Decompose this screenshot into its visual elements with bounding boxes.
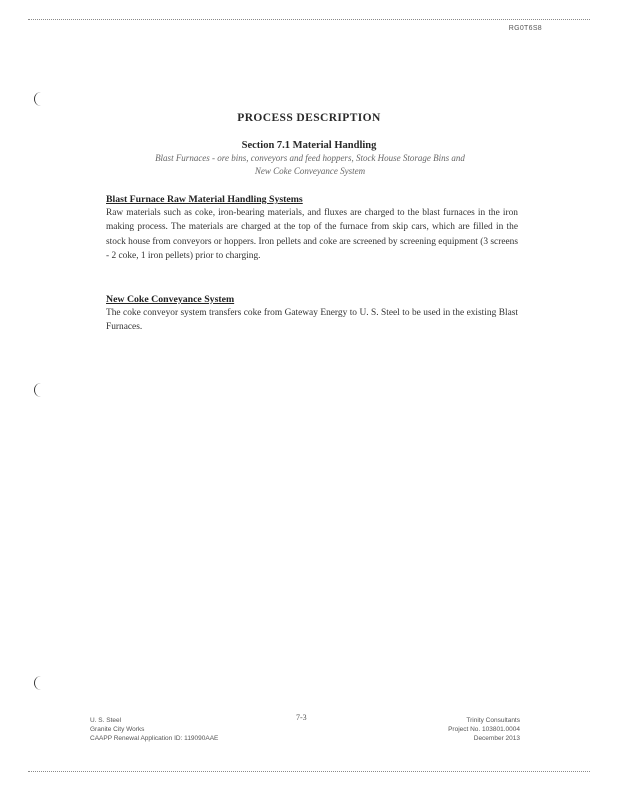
coke-conveyance-paragraph: The coke conveyor system transfers coke from Gateway Energy to U. S. Steel to be used in the existing Blast Furnaces. bbox=[106, 308, 518, 333]
section-subtitle bbox=[140, 152, 480, 178]
punch-hole-mark-top bbox=[34, 92, 44, 106]
footer-date: December 2013 bbox=[473, 735, 520, 742]
footer-consultant: Trinity Consultants bbox=[466, 717, 520, 724]
footer-left bbox=[90, 716, 218, 743]
page-number: 7-3 bbox=[296, 713, 307, 722]
punch-hole-mark-bottom bbox=[34, 676, 44, 690]
coke-conveyance-heading: New Coke Conveyance System bbox=[106, 294, 235, 305]
punch-hole-mark-middle bbox=[34, 383, 44, 397]
subtitle-line-1: Blast Furnaces - ore bins, conveyors and feed hoppers, Stock House Storage Bins and bbox=[155, 153, 465, 163]
footer-project-number: Project No. 103801.0004 bbox=[448, 726, 520, 733]
raw-material-handling-heading: Blast Furnace Raw Material Handling Systems bbox=[106, 194, 303, 205]
footer-application-id: CAAPP Renewal Application ID: 119090AAE bbox=[90, 735, 219, 742]
subtitle-line-2: New Coke Conveyance System bbox=[254, 166, 366, 176]
bottom-scan-border bbox=[28, 771, 590, 772]
footer-right bbox=[448, 716, 520, 743]
footer-facility: Granite City Works bbox=[90, 726, 145, 733]
top-scan-border bbox=[28, 19, 590, 20]
document-id: RG0T6S8 bbox=[508, 25, 542, 32]
footer-company: U. S. Steel bbox=[90, 717, 122, 724]
section-title: Section 7.1 Material Handling bbox=[241, 140, 377, 151]
page-heading: PROCESS DESCRIPTION bbox=[237, 112, 381, 124]
raw-material-handling-paragraph: Raw materials such as coke, iron-bearing materials, and fluxes are charged to the blast furnaces in the iron making process. The materials are charged at the top of the furnace from skip cars, which are filled in the stock house from conveyors or hoppers. Iron pellets and coke are screened by screening equipment (3 screens - 2 coke, 1 iron pellets) prior to charging. bbox=[106, 208, 518, 261]
